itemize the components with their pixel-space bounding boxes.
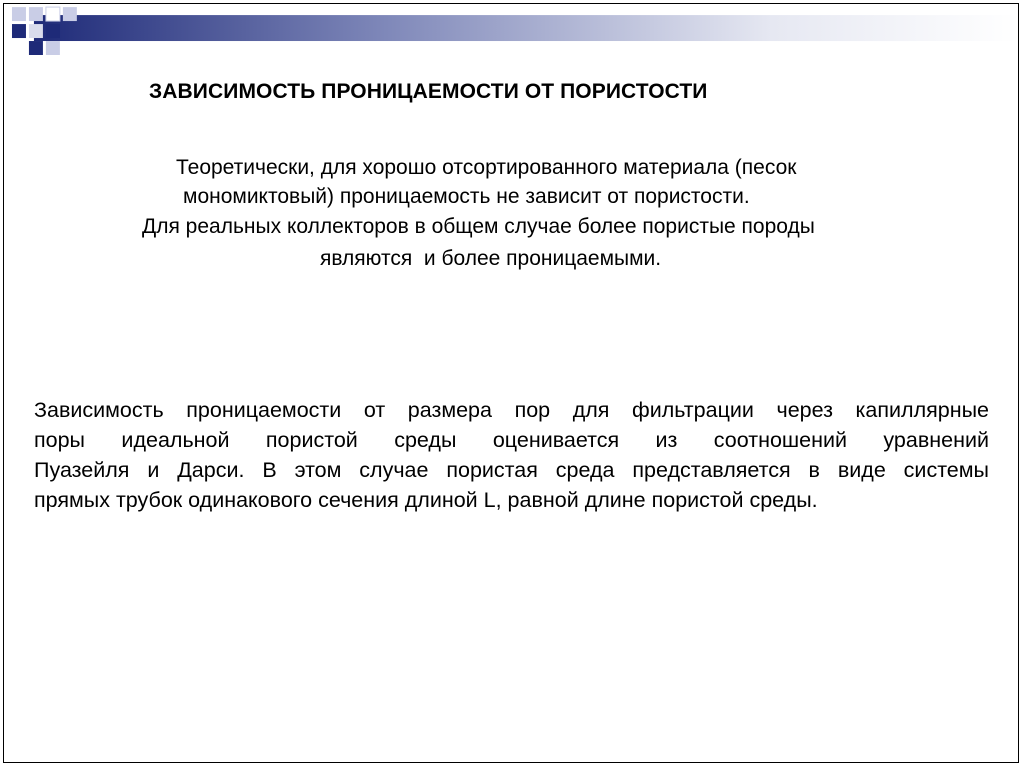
body-paragraph — [34, 395, 989, 515]
deco-square — [46, 41, 60, 55]
intro-line: являются и более проницаемыми. — [320, 247, 662, 270]
body-line: прямых трубок одинакового сечения длиной L, равной длине пористой среды. — [34, 488, 818, 512]
deco-square — [29, 24, 43, 38]
deco-square — [12, 24, 26, 38]
deco-square — [46, 24, 60, 38]
deco-square — [63, 7, 77, 21]
intro-line: Теоретически, для хорошо отсортированного материала (песок — [176, 156, 797, 179]
deco-square — [29, 41, 43, 55]
deco-square — [46, 7, 60, 21]
intro-line: мономиктовый) проницаемость не зависит от пористости. — [183, 185, 750, 208]
body-line: Зависимость проницаемости от размера пор для фильтрации через капиллярные — [34, 398, 989, 422]
deco-square — [12, 7, 26, 21]
body-line: поры идеальной пористой среды оценивается из соотношений уравнений — [34, 428, 989, 452]
body-line: Пуазейля и Дарси. В этом случае пористая среда представляется в виде системы — [34, 458, 989, 482]
header-gradient-bar — [34, 15, 1018, 41]
intro-line: Для реальных коллекторов в общем случае более пористые породы — [142, 215, 815, 238]
deco-square — [29, 7, 43, 21]
slide — [3, 3, 1019, 763]
slide-title: ЗАВИСИМОСТЬ ПРОНИЦАЕМОСТИ ОТ ПОРИСТОСТИ — [149, 80, 708, 103]
